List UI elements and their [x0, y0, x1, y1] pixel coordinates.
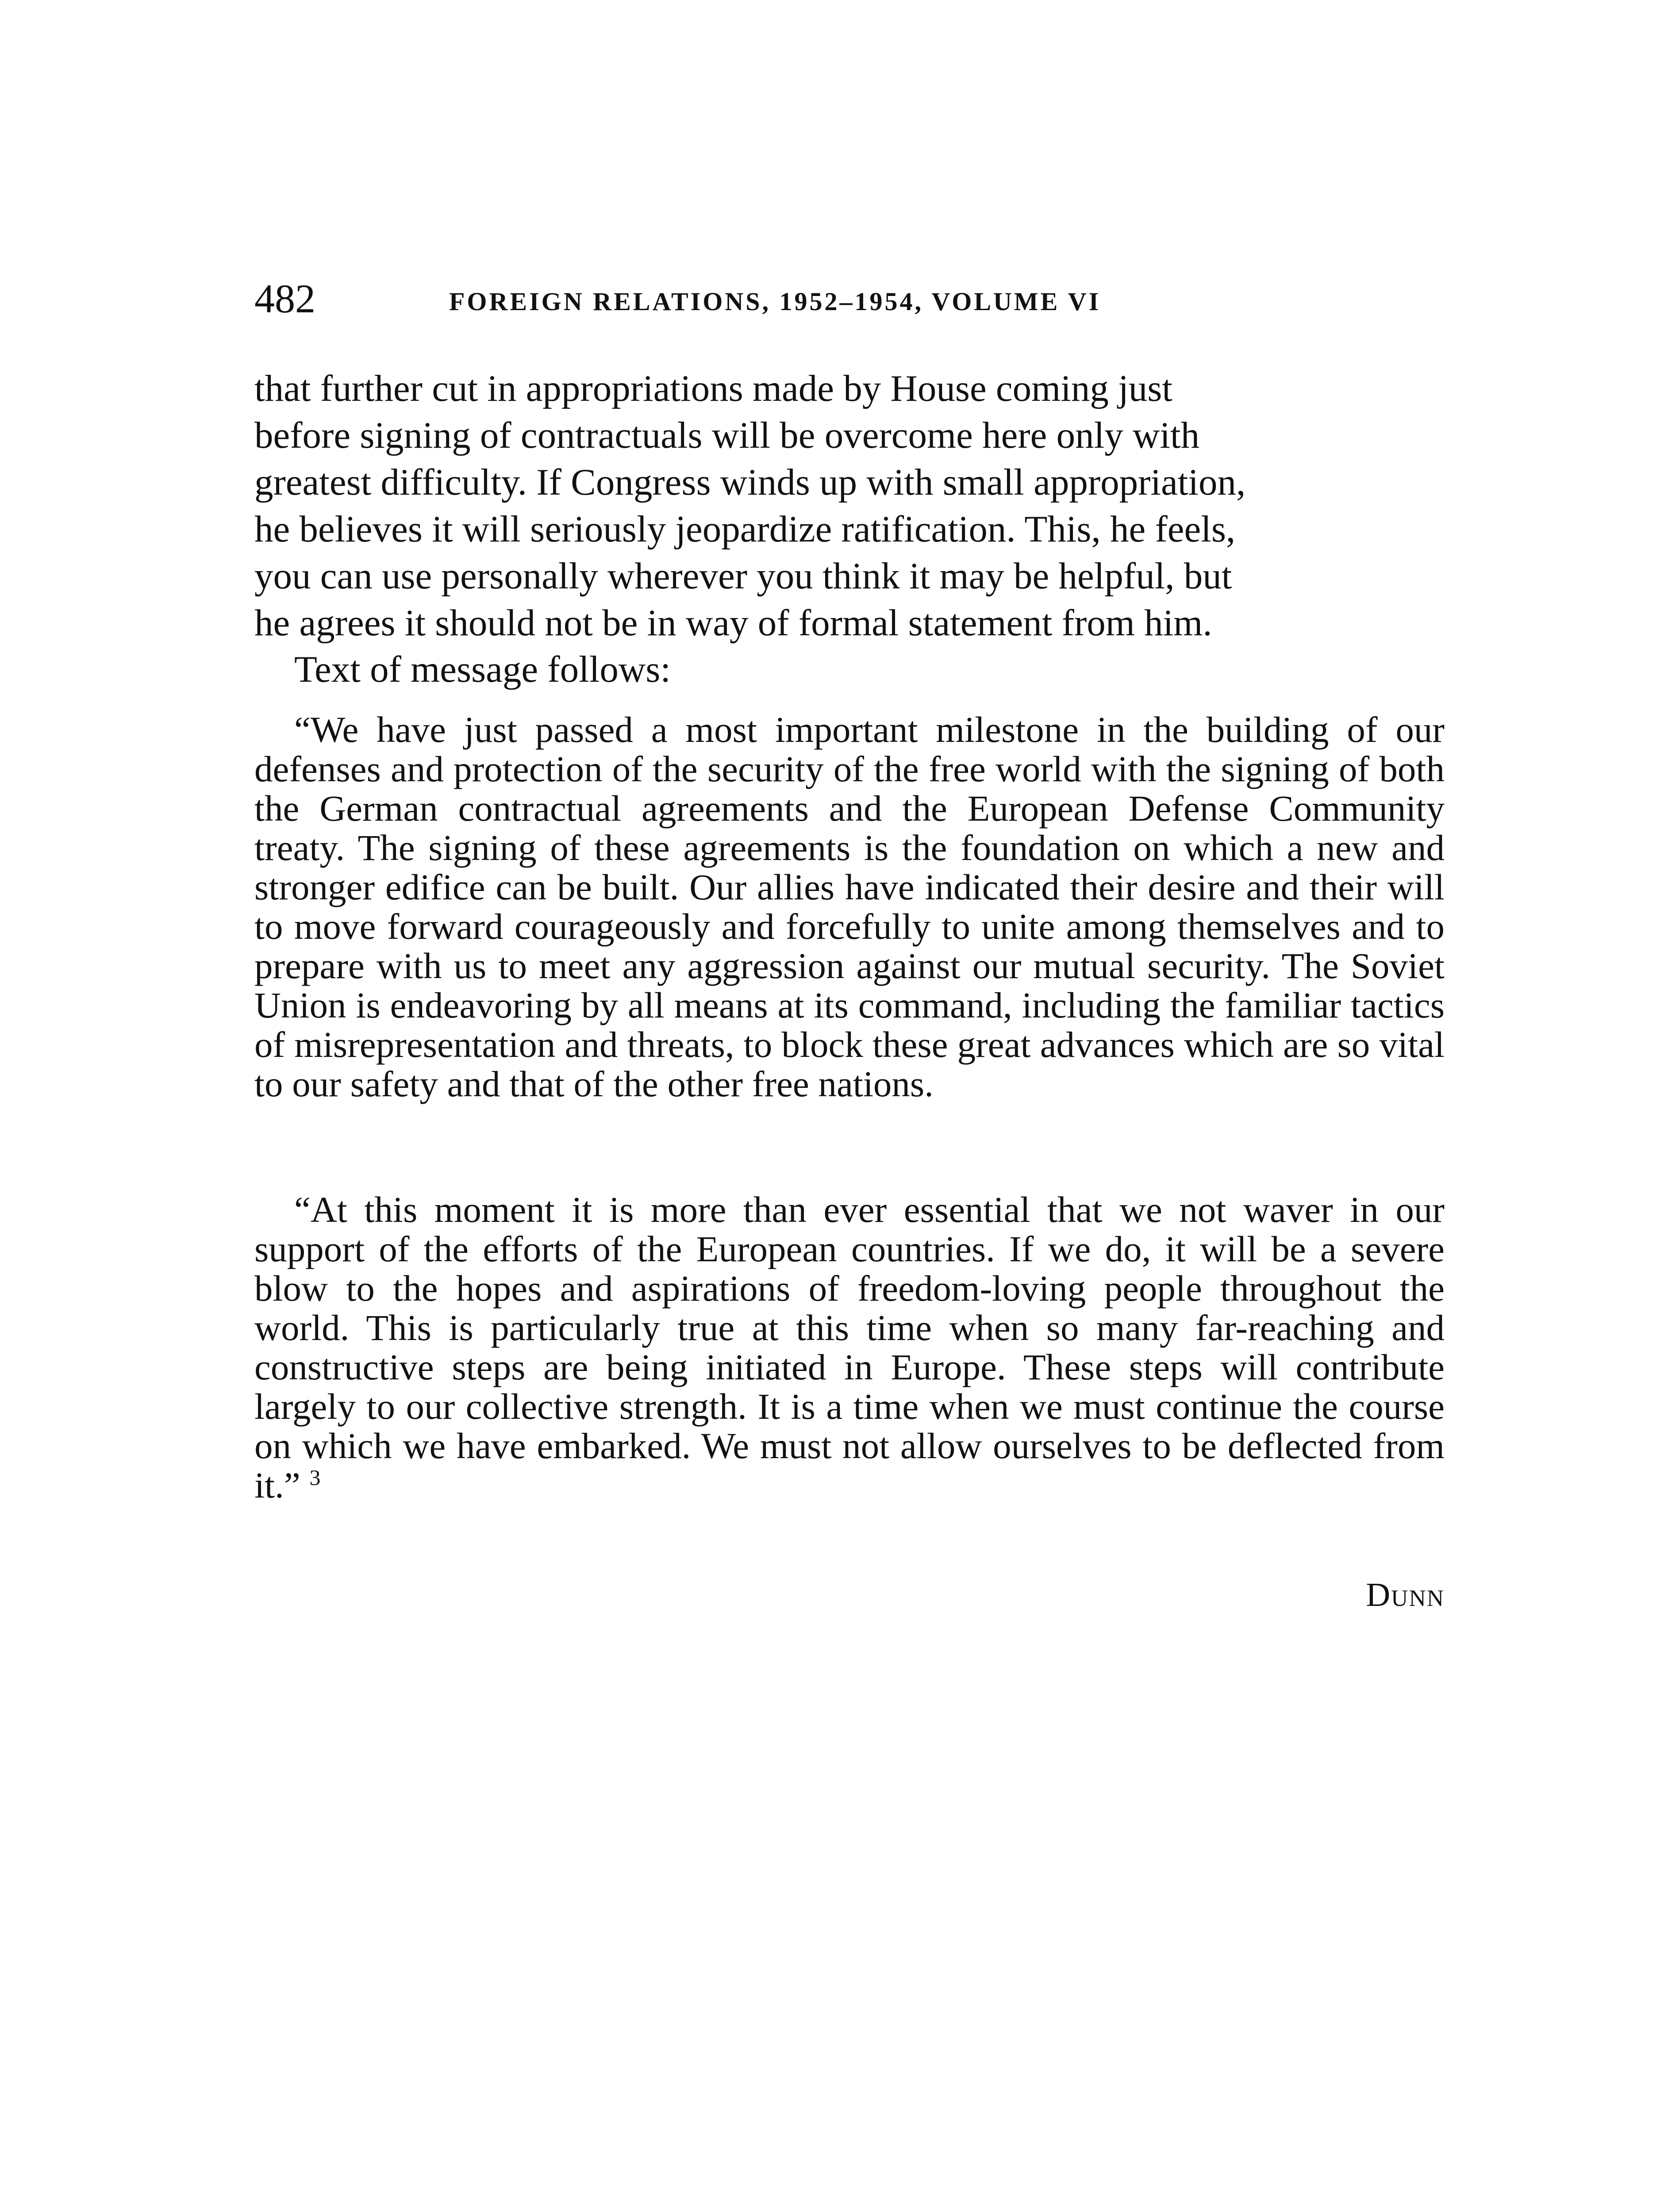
- text-line: that further cut in appropriations made by House coming just: [254, 368, 1172, 409]
- signature: Dunn: [1366, 1576, 1445, 1613]
- text-line: he believes it will seriously jeopardize ratification. This, he feels,: [254, 508, 1236, 550]
- page-number: 482: [254, 276, 315, 321]
- page-header: [254, 274, 1449, 323]
- text-line: you can use personally wherever you think it may be helpful, but: [254, 555, 1232, 597]
- text-line: he agrees it should not be in way of formal statement from him.: [254, 602, 1212, 644]
- text-line: before signing of contractuals will be overcome here only with: [254, 415, 1200, 456]
- quoted-message-paragraph-final: [254, 1190, 1445, 1505]
- body-paragraph-intro: Text of message follows:: [294, 649, 671, 690]
- footnote-reference[interactable]: 3: [309, 1465, 321, 1490]
- quote-text: “At this moment it is more than ever essential that we not waver in our support of the efforts of the European countries. If we do, it will be a severe blow to the hopes and aspirations of freedom-loving people throughout the world. This is particularly true at this time when so many far-reaching and constructive steps are being initiated in Europe. These steps will contribute largely to our collective strength. It is a time when we must continue the course on which we have embarked. We must not allow ourselves to be deflected from it.”: [254, 1189, 1445, 1505]
- quoted-message-paragraph: “We have just passed a most important milestone in the building of our defenses and protection of the security of the free world with the signing of both the German contractual agreements and the European Defense Community treaty. The signing of these agreements is the foundation on which a new and stronger edifice can be built. Our allies have indicated their desire and their will to move forward courageously and forcefully to unite among themselves and to prepare with us to meet any aggression against our mutual security. The Soviet Union is endeavoring by all means at its command, including the familiar tactics of misrepresentation and threats, to block these great advances which are so vital to our safety and that of the other free nations.: [254, 709, 1445, 1104]
- running-head: FOREIGN RELATIONS, 1952–1954, VOLUME VI: [449, 287, 1101, 316]
- text-line: greatest difficulty. If Congress winds up with small appropriation,: [254, 461, 1246, 503]
- body-paragraph: [254, 365, 1445, 646]
